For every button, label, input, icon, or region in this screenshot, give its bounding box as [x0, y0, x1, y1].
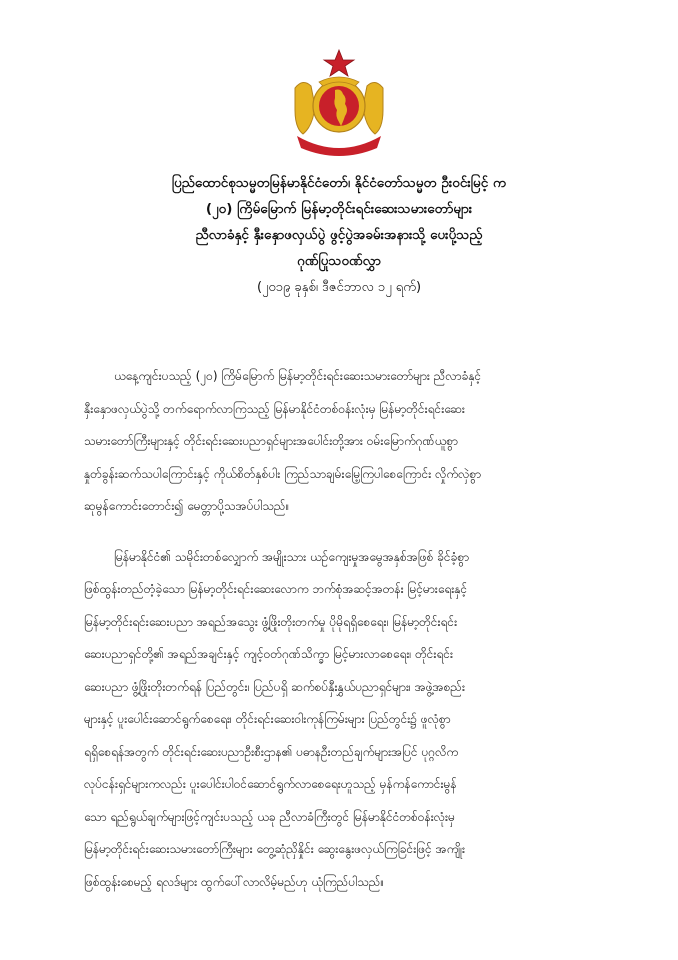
paragraph-1 — [84, 360, 614, 523]
paragraph-line: ဖြစ်ထွန်းစေမည့် ရလဒ်များ ထွက်ပေါ်လာလိမ့်မည်ဟု ယုံကြည်ပါသည်။ — [84, 874, 385, 889]
paragraph-line: နှုတ်ခွန်းဆက်သပါကြောင်းနှင့် ကိုယ်စိတ်နှစ်ပါး ကြည်သာချမ်းမြေ့ကြပါစေကြောင်း လှိုက်လှဲစွာ — [84, 466, 482, 481]
header-line-2: (၂၀) ကြိမ်မြောက် မြန်မာ့တိုင်းရင်းဆေးသမားတော်များ — [205, 201, 473, 217]
paragraph-line: နှီးနှောဖလှယ်ပွဲသို့ တက်ရောက်လာကြသည့် မြန်မာနိုင်ငံတစ်ဝန်းလုံးမှ မြန်မာ့တိုင်းရင်းဆေး — [84, 401, 465, 416]
paragraph-line: လုပ်ငန်းရှင်များကလည်း ပူးပေါင်းပါဝင်ဆောင်ရွက်လာစေရေးဟူသည့် မှန်ကန်ကောင်းမွန် — [84, 777, 457, 791]
paragraph-line: မြန်မာ့တိုင်းရင်းဆေးသမားတော်ကြီးများ တွေ့ဆုံညှိနှိုင်း ဆွေးနွေးဖလှယ်ကြခြင်းဖြင့် အကျိုး — [84, 842, 466, 856]
header-line-4: ဂုဏ်ပြုသဝဏ်လွှာ — [297, 253, 381, 269]
header-line-1: ပြည်ထောင်စုသမ္မတမြန်မာနိုင်ငံတော်၊ နိုင်ငံတော်သမ္မတ ဦးဝင်းမြင့် က — [171, 175, 507, 191]
document-date: (၂၀၁၉ ခုနှစ်၊ ဒီဇင်ဘာလ ၁၂ ရက်) — [256, 280, 422, 295]
paragraph-line: ဖြစ်ထွန်းတည်တံ့ခဲ့သော မြန်မာ့တိုင်းရင်းဆေးလောက ဘက်စုံအဆင့်အတန်း မြင့်မားရေးနှင့် — [84, 582, 468, 596]
paragraph-line: မြန်မာနိုင်ငံ၏ သမိုင်းတစ်လျှောက် အမျိုးသား ယဉ်ကျေးမှုအမွေအနှစ်အဖြစ် ခိုင်ခံ့စွာ — [114, 549, 470, 564]
header-line-3: ညီလာခံနှင့် နှီးနှောဖလှယ်ပွဲ ဖွင့်ပွဲအခမ်းအနားသို့ ပေးပို့သည့် — [195, 227, 483, 243]
paragraph-line: ဆေးပညာရှင်တို့၏ အရည်အချင်းနှင့် ကျင့်ဝတ်ဂုဏ်သိက္ခာ မြင့်မားလာစေရေး၊ တိုင်းရင်း — [84, 647, 454, 661]
state-seal-emblem — [289, 48, 389, 156]
paragraph-line: ယနေ့ကျင်းပသည့် (၂၀) ကြိမ်မြောက် မြန်မာ့တိုင်းရင်းဆေးသမားတော်များ ညီလာခံနှင့် — [114, 369, 482, 383]
document-header — [40, 170, 638, 300]
paragraph-2 — [84, 541, 614, 899]
paragraph-line: သော ရည်ရွယ်ချက်များဖြင့်ကျင်းပသည့် ယခု ညီလာခံကြီးတွင် မြန်မာနိုင်ငံတစ်ဝန်းလုံးမှ — [84, 809, 455, 824]
document-body — [84, 360, 614, 898]
paragraph-line: ဆုမွန်ကောင်းတောင်း၍ မေတ္တာပို့သအပ်ပါသည်။ — [84, 499, 290, 513]
paragraph-line: သမားတော်ကြီးများနှင့် တိုင်းရင်းဆေးပညာရှင်များအပေါင်းတို့အား ဝမ်းမြောက်ဂုဏ်ယူစွာ — [84, 434, 458, 448]
paragraph-line: ရရှိစေရန်အတွက် တိုင်းရင်းဆေးပညာဦးစီးဌာန၏ ပဓာနဦးတည်ချက်များအပြင် ပုဂ္ဂလိက — [84, 744, 459, 759]
paragraph-line: မြန်မာ့တိုင်းရင်းဆေးပညာ အရည်အသွေး ဖွံ့ဖြိုးတိုးတက်မှု ပိုမိုရရှိစေရေး၊ မြန်မာ့တိုင်းရင်း — [84, 614, 458, 629]
paragraph-line: များနှင့် ပူးပေါင်းဆောင်ရွက်စေရေး၊ တိုင်းရင်းဆေးဝါးကုန်ကြမ်းများ ပြည်တွင်း၌ ဖူလုံစွာ — [84, 712, 451, 726]
paragraph-line: ဆေးပညာ ဖွံ့ဖြိုးတိုးတက်ရန် ပြည်တွင်း၊ ပြည်ပရှိ ဆက်စပ်နှီးနွှယ်ပညာရှင်များ၊ အဖွဲ့အစည်း — [84, 679, 465, 694]
